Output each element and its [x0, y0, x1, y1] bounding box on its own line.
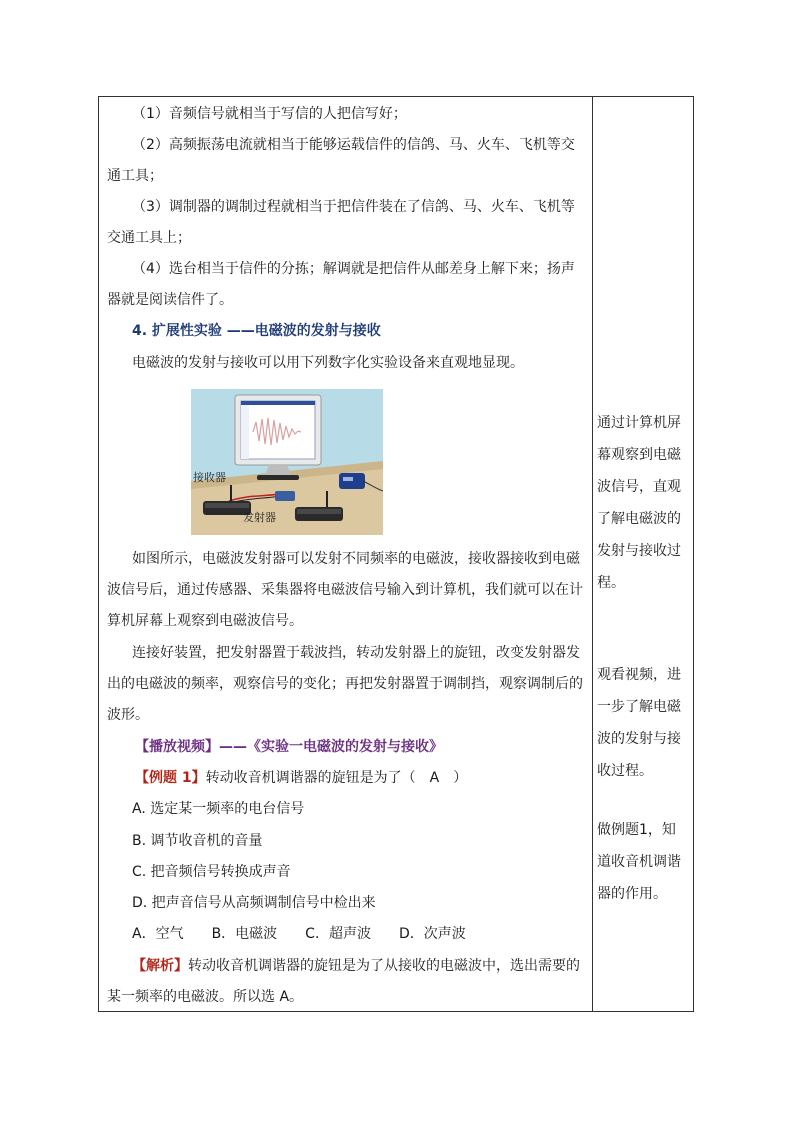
note2-line-3: 波的发射与接: [597, 731, 681, 747]
note1-line-2: 幕观察到电磁: [597, 447, 681, 463]
main-column: [99, 97, 592, 1011]
note2-line-4: 收过程。: [597, 763, 653, 779]
para1-line-2: 波信号后，通过传感器、采集器将电磁波信号输入到计算机，我们就可以在计: [107, 582, 583, 598]
note1-line-5: 发射与接收过: [597, 543, 681, 559]
analogy-line-7: 器就是阅读信件了。: [107, 292, 233, 308]
option-a: A. 选定某一频率的电台信号: [132, 801, 305, 817]
receiver-label: 接收器: [193, 471, 226, 484]
note2-line-2: 一步了解电磁: [597, 699, 681, 715]
analogy-line-5: 交通工具上；: [107, 230, 191, 246]
note1-line-3: 波信号，直观: [597, 479, 681, 495]
analysis-tag: 【解析】: [132, 958, 188, 974]
note1-line-4: 了解电磁波的: [597, 511, 681, 527]
example-question-text: 转动收音机调谐器的旋钮是为了（ A ）: [205, 770, 468, 786]
option-b: B. 调节收音机的音量: [132, 833, 263, 849]
analysis-line-1: [132, 951, 580, 982]
video-link[interactable]: 【播放视频】——《实验一电磁波的发射与接收》: [135, 739, 443, 755]
transmitter-label: 发射器: [243, 511, 276, 524]
analogy-line-2: （2）高频振荡电流就相当于能够运载信件的信鸽、马、火车、飞机等交: [132, 137, 575, 153]
extra-options: A．空气 B．电磁波 C．超声波 D．次声波: [132, 926, 466, 942]
note2-line-1: 观看视频，进: [597, 667, 681, 683]
lesson-table: [98, 96, 694, 1012]
analogy-line-6: （4）选台相当于信件的分拣；解调就是把信件从邮差身上解下来；扬声: [132, 261, 575, 277]
option-c: C. 把音频信号转换成声音: [132, 864, 291, 880]
para1-line-3: 算机屏幕上观察到电磁波信号。: [107, 613, 303, 629]
para2-line-2: 出的电磁波的频率，观察信号的变化；再把发射器置于调制挡，观察调制后的: [107, 676, 583, 692]
intro-text: 电磁波的发射与接收可以用下列数字化实验设备来直观地显现。: [132, 355, 524, 371]
option-d: D. 把声音信号从高频调制信号中检出来: [132, 895, 376, 911]
note3-line-3: 器的作用。: [597, 886, 667, 902]
note1-line-1: 通过计算机屏: [597, 415, 681, 431]
analysis-text: 转动收音机调谐器的旋钮是为了从接收的电磁波中，选出需要的: [188, 958, 580, 974]
analogy-line-1: （1）音频信号就相当于写信的人把信写好；: [132, 106, 407, 122]
para2-line-1: 连接好装置，把发射器置于载波挡，转动发射器上的旋钮，改变发射器发: [132, 645, 580, 661]
analogy-line-4: （3）调制器的调制过程就相当于把信件装在了信鸽、马、火车、飞机等: [132, 199, 575, 215]
experiment-illustration: [191, 389, 383, 535]
analysis-line-2: 某一频率的电磁波。所以选 A。: [107, 989, 304, 1005]
note3-line-1: 做例题1，知: [597, 822, 676, 838]
example-tag: 【例题 1】: [135, 770, 206, 786]
note3-line-2: 道收音机调谐: [597, 854, 681, 870]
side-column: [593, 97, 693, 1011]
para2-line-3: 波形。: [107, 707, 149, 723]
example-question: [135, 763, 467, 794]
note1-line-6: 程。: [597, 575, 625, 591]
analogy-line-3: 通工具；: [107, 168, 163, 184]
para1-line-1: 如图所示，电磁波发射器可以发射不同频率的电磁波，接收器接收到电磁: [132, 551, 580, 567]
section-heading: 4. 扩展性实验 ——电磁波的发射与接收: [132, 323, 381, 339]
